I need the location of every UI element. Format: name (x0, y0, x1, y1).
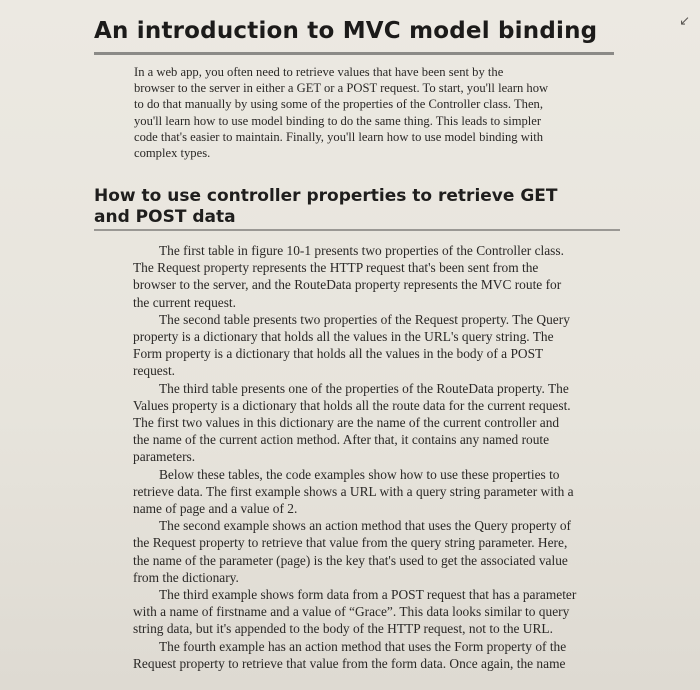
body-line: Form property is a dictionary that holds all the values in the body of a POST (133, 346, 544, 362)
body-line: browser to the server, and the RouteData property represents the MVC route for (133, 277, 562, 293)
body-line: The first two values in this dictionary are the name of the current controller and (133, 415, 560, 431)
body-line: the Request property to retrieve that value from the query string parameter. Here, (133, 535, 568, 551)
body-line: parameters. (133, 449, 196, 465)
title-underline (94, 52, 614, 55)
chapter-section-title: An introduction to MVC model binding (94, 18, 598, 44)
intro-line: you'll learn how to use model binding to do the same thing. This leads to simpler (134, 113, 542, 128)
intro-line: complex types. (134, 146, 211, 161)
body-line: name of page and a value of 2. (133, 501, 298, 517)
body-line: with a name of firstname and a value of “Grace”. This data looks similar to query (133, 604, 570, 620)
body-line: Request property to retrieve that value from the form data. Once again, the name (133, 655, 566, 671)
body-line: the current request. (133, 294, 236, 310)
section-heading-underline (94, 229, 620, 231)
intro-line: In a web app, you often need to retrieve values that have been sent by the (134, 65, 504, 79)
section-body (133, 242, 633, 672)
body-line: The second table presents two properties of the Request property. The Query (159, 311, 570, 327)
corner-arrow-icon: ↙ (679, 14, 690, 29)
section-heading-line: and POST data (94, 207, 236, 227)
intro-line: to do that manually by using some of the properties of the Controller class. Then, (134, 97, 543, 112)
intro-paragraph (134, 64, 619, 161)
body-line: the name of the current action method. After that, it contains any named route (133, 432, 550, 448)
section-heading-line: How to use controller properties to retrieve GET (94, 186, 558, 206)
body-line: property is a dictionary that holds all the values in the URL's query string. The (133, 329, 554, 345)
section-heading (94, 186, 614, 228)
body-line: the name of the parameter (page) is the key that's used to get the associated value (133, 552, 568, 568)
body-line: request. (133, 363, 176, 379)
body-line: The Request property represents the HTTP request that's been sent from the (133, 260, 539, 276)
body-line: Below these tables, the code examples show how to use these properties to (159, 466, 560, 482)
body-line: The third example shows form data from a POST request that has a parameter (159, 587, 577, 603)
body-line: The second example shows an action method that uses the Query property of (159, 518, 572, 534)
intro-line: code that's easier to maintain. Finally, you'll learn how to use model binding with (134, 129, 544, 144)
body-line: The third table presents one of the properties of the RouteData property. The (159, 380, 569, 396)
body-line: from the dictionary. (133, 569, 239, 585)
intro-line: browser to the server in either a GET or a POST request. To start, you'll learn how (134, 81, 549, 96)
body-line: string data, but it's appended to the body of the HTTP request, not to the URL. (133, 621, 553, 637)
body-line: Values property is a dictionary that holds all the route data for the current request. (133, 397, 571, 413)
body-line: The first table in figure 10-1 presents two properties of the Controller class. (159, 243, 564, 258)
body-line: The fourth example has an action method that uses the Form property of the (159, 638, 567, 654)
body-line: retrieve data. The first example shows a URL with a query string parameter with a (133, 483, 574, 499)
